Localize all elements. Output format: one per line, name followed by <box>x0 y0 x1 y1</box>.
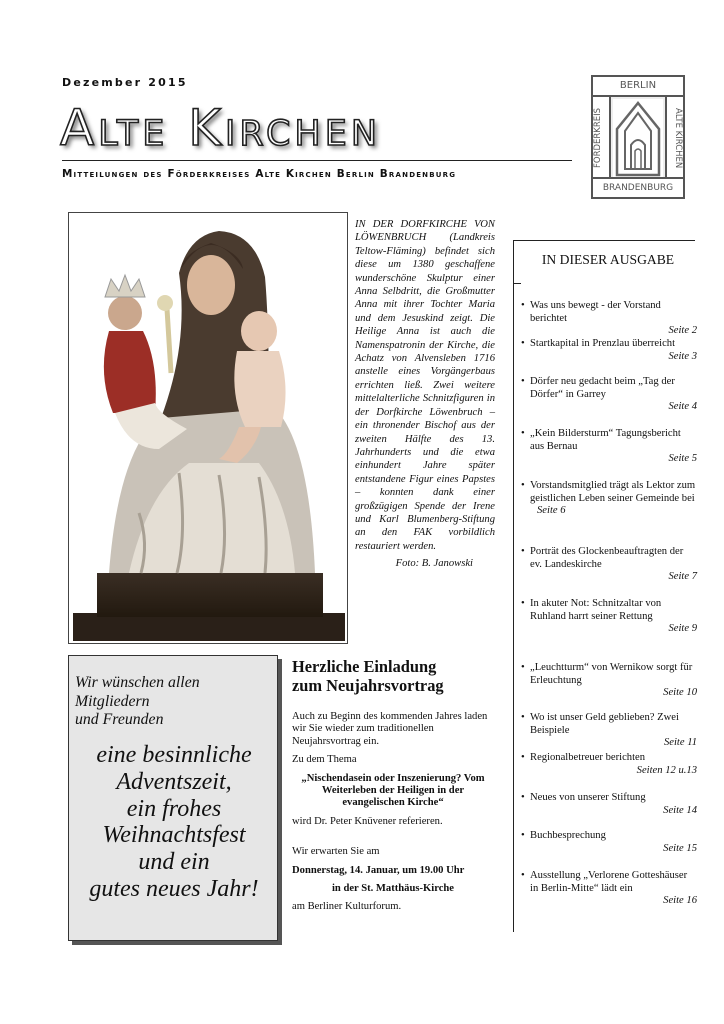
toc-item <box>521 752 697 777</box>
toc-item <box>521 480 697 518</box>
toc-tick-rule <box>513 283 521 284</box>
masthead-divider <box>62 160 572 161</box>
bullet-icon: • <box>521 480 525 491</box>
greeting-wish-line: Weihnachtsfest <box>102 822 246 849</box>
toc-item-page: Seite 9 <box>668 623 697 635</box>
greeting-wish-line: Adventszeit, <box>116 768 232 795</box>
association-logo <box>591 75 685 199</box>
toc-item <box>521 376 697 414</box>
invitation-paragraph: am Berliner Kulturforum. <box>292 901 402 913</box>
invitation-title-line: zum Neujahrsvortrag <box>292 675 444 695</box>
logo-bottom-text: BRANDENBURG <box>593 177 683 197</box>
greeting-wish-line: eine besinnliche <box>96 742 252 768</box>
toc-side-rule <box>513 240 514 932</box>
toc-item-title: Wo ist unser Geld geblieben? Zwei Beispiele <box>530 712 679 736</box>
greeting-line: Mitgliedern <box>75 692 150 710</box>
church-icon <box>613 99 663 179</box>
carved-sculpture-photo-icon <box>69 213 347 643</box>
toc-top-rule <box>513 240 695 241</box>
greeting-line: Wir wünschen allen <box>75 674 200 691</box>
toc-item-page: Seite 7 <box>668 571 697 583</box>
toc-item-page: Seite 14 <box>663 804 697 816</box>
invitation-paragraph: wird Dr. Peter Knüvener referieren. <box>292 815 443 827</box>
toc-item-title: In akuter Not: Schnitzaltar von Ruhland harrt seiner Rettung <box>530 598 662 622</box>
toc-item <box>521 830 697 855</box>
logo-top-text: BERLIN <box>593 77 683 97</box>
bullet-icon: • <box>521 338 525 349</box>
toc-item <box>521 338 697 363</box>
bullet-icon: • <box>521 870 525 881</box>
invitation-paragraph: Wir erwarten Sie am <box>292 846 380 858</box>
invitation-title <box>292 658 494 695</box>
bullet-icon: • <box>521 428 525 439</box>
logo-left-text: FÖRDERKREIS <box>593 97 611 179</box>
lecture-invitation <box>292 658 494 920</box>
bullet-icon: • <box>521 598 525 609</box>
toc-item <box>521 428 697 466</box>
toc-item-page: Seite 5 <box>668 453 697 465</box>
toc-item-page: Seite 3 <box>668 350 697 362</box>
bullet-icon: • <box>521 546 525 557</box>
toc-item-title: Vorstandsmitglied trägt als Lektor zum geistlichen Leben seiner Gemeinde bei <box>530 480 696 504</box>
toc-item <box>521 712 697 750</box>
toc-item-title: Buchbesprechung <box>530 830 606 841</box>
toc-item-title: Neues von unserer Stiftung <box>530 792 646 803</box>
toc-item <box>521 662 697 700</box>
toc-item-title: Porträt des Glockenbeauftragten der ev. Landeskirche <box>530 546 684 570</box>
toc-item <box>521 870 697 908</box>
bullet-icon: • <box>521 712 525 723</box>
logo-right-text: ALTE KIRCHEN <box>665 97 683 179</box>
greeting-intro <box>75 674 200 730</box>
toc-item-title: Regionalbetreuer berichten <box>530 752 646 763</box>
caption-text: IN DER DORFKIRCHE VON LÖWENBRUCH (Landkreis Teltow-Fläming) befindet sich diese um 1380 geschaffene wunderschöne Skulptur einer Anna Selbdritt, die Großmutter Anna mit ihrer Tochter Maria und dem Jesuskind zeigt. Die Heilige Anna ist auch die Namenspatronin der Kirche, die Achatz von Alvensleben 1716 anstelle eines Vorgängerbaus errichten ließ. Zwei weitere mittelalterliche Schnitzfiguren in der Dorfkirche Löwenbruch – ein thronender Bischof aus der zweiten Hälfte des 13. Jahrhunderts und die etwa einhundert Jahre später entstandene Figur eines Papstes – konnten dank einer großzügigen Spende der Irene und Karl Blumenberg-Stiftung an den FAK vorbildlich restauriert werden. <box>355 219 495 552</box>
lecture-date: Donnerstag, 14. Januar, um 19.00 Uhr <box>292 864 465 876</box>
greeting-wish-line: gutes neues Jahr! <box>89 875 259 902</box>
toc-item <box>521 546 697 584</box>
toc-item-title: „Kein Bildersturm“ Tagungsbericht aus Bernau <box>530 428 681 452</box>
photo-credit: Foto: B. Janowski <box>395 558 473 570</box>
greeting-line: und Freunden <box>75 711 164 728</box>
issue-date: Dezember 2015 <box>62 76 188 89</box>
sculpture-photo <box>68 212 348 644</box>
toc-item <box>521 598 697 636</box>
toc-heading: IN DIESER AUSGABE <box>541 252 675 267</box>
greeting-wish-line: und ein <box>138 849 210 876</box>
toc-item-title: „Leuchtturm“ von Wernikow sorgt für Erleuchtung <box>530 662 693 686</box>
bullet-icon: • <box>521 300 525 311</box>
toc-item-page: Seiten 12 u.13 <box>636 764 697 776</box>
bullet-icon: • <box>521 376 525 387</box>
invitation-paragraph: Zu dem Thema <box>292 754 357 766</box>
toc-item-page: Seite 4 <box>668 401 697 413</box>
greeting-wishes <box>69 742 279 903</box>
bullet-icon: • <box>521 752 525 763</box>
bullet-icon: • <box>521 662 525 673</box>
toc-item-page: Seite 2 <box>668 325 697 337</box>
toc-item-title: Ausstellung „Verlorene Gotteshäuser in Berlin-Mitte“ lädt ein <box>530 870 688 894</box>
toc-item-page: Seite 10 <box>663 687 697 699</box>
invitation-paragraph: Auch zu Beginn des kommenden Jahres laden wir Sie wieder zum traditionellen Neujahrsvortrag ein. <box>292 711 488 747</box>
lecture-topic: „Nischendasein oder Inszenierung? Vom Weiterleben der Heiligen in der evangelischen Kirche“ <box>301 772 485 809</box>
toc-item-title: Startkapital in Prenzlau überreicht <box>530 338 676 349</box>
masthead-title: Alte Kirchen <box>60 99 382 157</box>
lecture-venue: in der St. Matthäus-Kirche <box>331 883 455 895</box>
toc-item-title: Dörfer neu gedacht beim „Tag der Dörfer“ in Garrey <box>530 376 675 400</box>
toc-item-page: Seite 15 <box>663 842 697 854</box>
season-greeting-box <box>68 655 278 941</box>
toc-item <box>521 300 697 338</box>
masthead-subtitle: Mitteilungen des Förderkreises Alte Kirchen Berlin Brandenburg <box>62 168 457 180</box>
bullet-icon: • <box>521 830 525 841</box>
toc-item-page: Seite 6 <box>537 505 566 517</box>
greeting-wish-line: ein frohes <box>126 795 222 822</box>
toc-item <box>521 792 697 817</box>
invitation-title-line: Herzliche Einladung <box>292 657 437 676</box>
toc-item-page: Seite 11 <box>663 737 697 749</box>
photo-caption <box>355 218 495 571</box>
bullet-icon: • <box>521 792 525 803</box>
toc-item-title: Was uns bewegt - der Vorstand berichtet <box>530 300 661 324</box>
toc-item-page: Seite 16 <box>663 895 697 907</box>
